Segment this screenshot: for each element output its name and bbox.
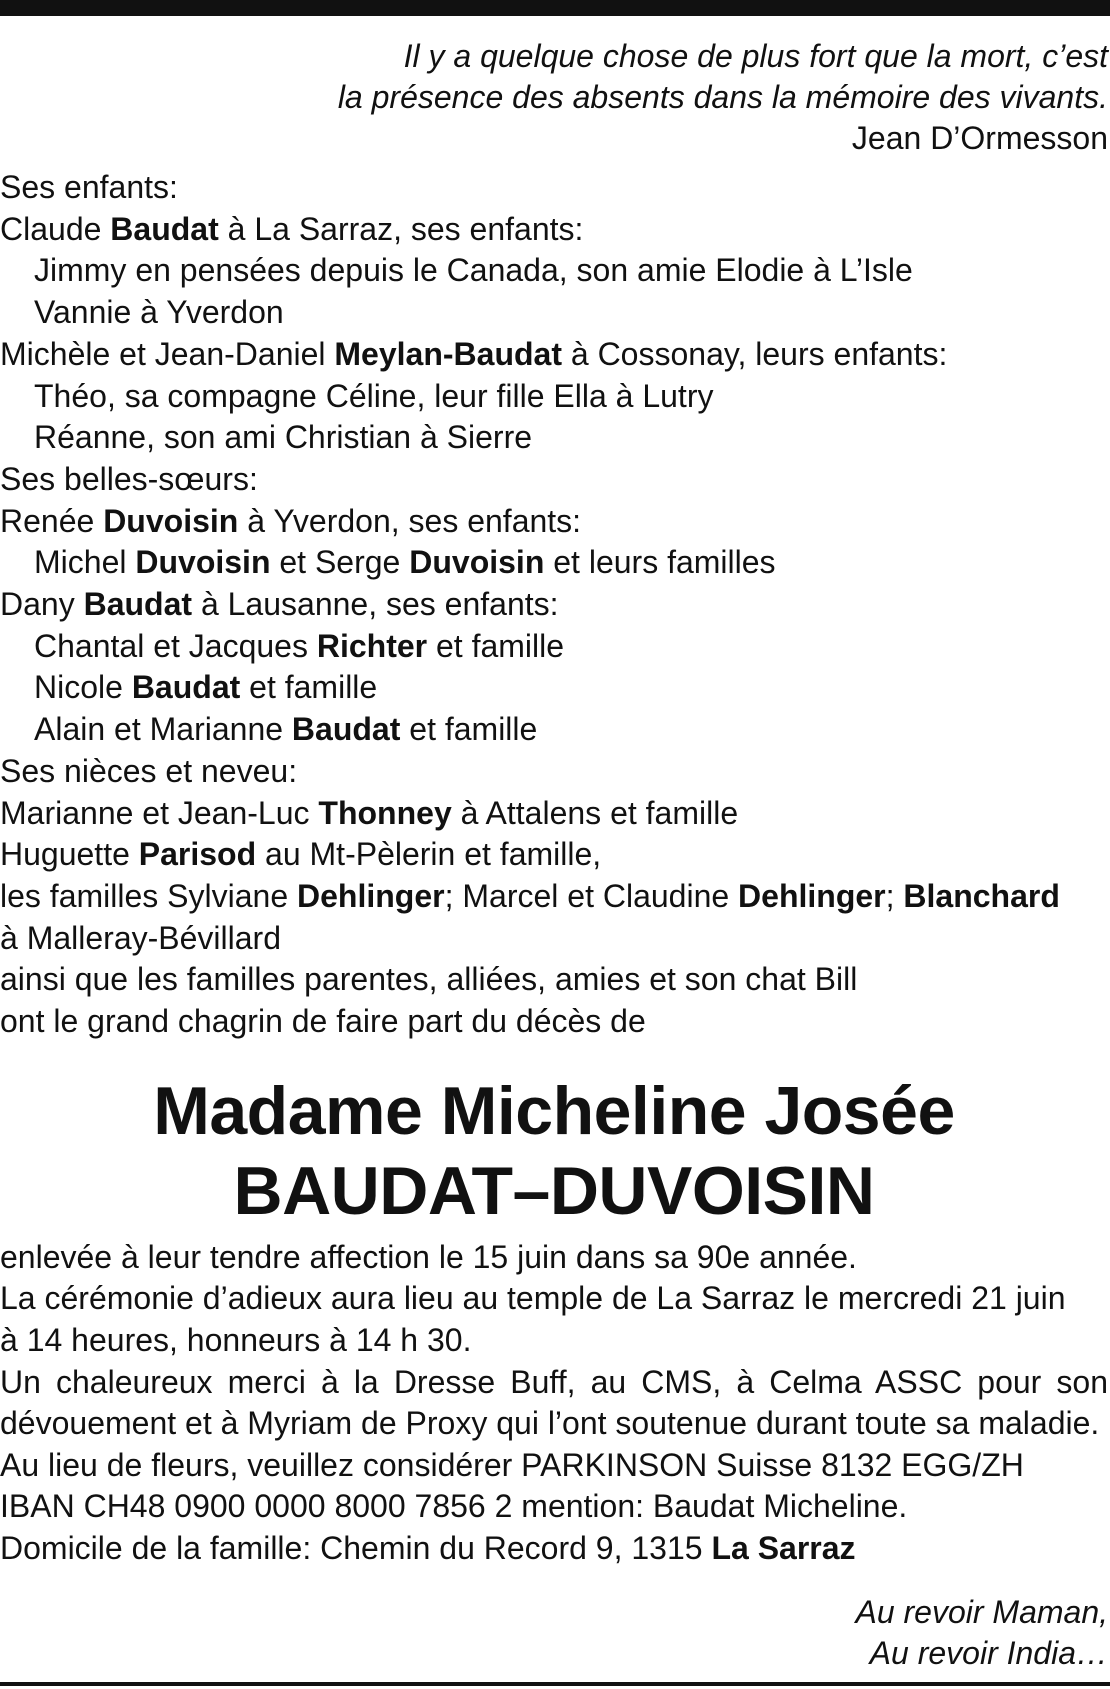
surname: Baudat	[110, 210, 219, 247]
family-line: ainsi que les familles parentes, alliées, amies et son chat Bill	[0, 961, 858, 998]
text: les familles Sylviane	[0, 877, 297, 914]
deceased-name-line-2: BAUDAT–DUVOISIN	[233, 1152, 875, 1229]
surname: Baudat	[83, 586, 193, 623]
text: Chantal et Jacques	[34, 627, 317, 664]
text: Nicole	[34, 669, 132, 706]
text: et Serge	[270, 544, 410, 581]
family-line: Réanne, son ami Christian à Sierre	[34, 419, 533, 456]
text: Huguette	[0, 836, 139, 873]
text: à Cossonay, leurs enfants:	[561, 335, 948, 372]
obituary-notice	[0, 36, 1108, 1674]
announcement-line: ont le grand chagrin de faire part du décès de	[0, 1003, 646, 1040]
surname: Parisod	[138, 836, 257, 873]
sisters-in-law-heading: Ses belles-sœurs:	[0, 460, 258, 497]
text: ;	[885, 877, 904, 914]
text: à Attalens et famille	[451, 794, 739, 831]
detail-line: à 14 heures, honneurs à 14 h 30.	[0, 1321, 472, 1358]
text: Renée	[0, 502, 104, 539]
text: Claude	[0, 210, 111, 247]
bottom-border-rule	[0, 1682, 1110, 1686]
surname: Duvoisin	[409, 544, 545, 581]
surname: Duvoisin	[103, 502, 239, 539]
text: et famille	[400, 711, 538, 748]
surname: Blanchard	[903, 877, 1060, 914]
epigraph-quote	[0, 36, 1108, 159]
family-line: Théo, sa compagne Céline, leur fille Ella à Lutry	[34, 377, 714, 414]
quote-author: Jean D’Ormesson	[851, 120, 1108, 156]
family-line	[0, 501, 1108, 543]
farewell-line-2: Au revoir India…	[869, 1634, 1108, 1671]
surname: Baudat	[131, 669, 241, 706]
closing-farewell	[0, 1592, 1108, 1674]
text: Dany	[0, 586, 84, 623]
surname: Duvoisin	[135, 544, 271, 581]
quote-line-1: Il y a quelque chose de plus fort que la mort, c’est	[403, 38, 1108, 74]
detail-line: IBAN CH48 0900 0000 8000 7856 2 mention: Baudat Micheline.	[0, 1488, 908, 1525]
text: et famille	[427, 627, 565, 664]
family-line	[0, 209, 1108, 251]
surname: Richter	[316, 627, 428, 664]
ceremony-details	[0, 1237, 1108, 1570]
text: à Lausanne, ses enfants:	[192, 586, 559, 623]
family-line	[0, 834, 1108, 876]
surname: Thonney	[318, 794, 452, 831]
text: ; Marcel et Claudine	[444, 877, 739, 914]
text: Michel	[34, 544, 136, 581]
family-line: à Malleray-Bévillard	[0, 919, 281, 956]
text: à Yverdon, ses enfants:	[238, 502, 582, 539]
family-line	[0, 793, 1108, 835]
top-border-rule	[0, 0, 1110, 16]
deceased-name-line-1: Madame Micheline Josée	[153, 1072, 955, 1149]
family-line: Jimmy en pensées depuis le Canada, son amie Elodie à L’Isle	[34, 252, 913, 289]
farewell-line-1: Au revoir Maman,	[855, 1593, 1108, 1630]
surname: Baudat	[291, 711, 401, 748]
family-line	[0, 334, 1108, 376]
text: Marianne et Jean-Luc	[0, 794, 319, 831]
children-heading: Ses enfants:	[0, 169, 178, 205]
text: au Mt-Pèlerin et famille,	[256, 836, 602, 873]
nieces-heading: Ses nièces et neveu:	[0, 752, 298, 789]
detail-line: Au lieu de fleurs, veuillez considérer PARKINSON Suisse 8132 EGG/ZH	[0, 1446, 1024, 1483]
family-line	[0, 667, 1108, 709]
text: à La Sarraz, ses enfants:	[218, 210, 584, 247]
surname: Dehlinger	[738, 877, 886, 914]
family-line	[0, 626, 1108, 668]
text: Michèle et Jean-Daniel	[0, 335, 335, 372]
thanks-paragraph: Un chaleureux merci à la Dresse Buff, au CMS, à Celma ASSC pour son dévouement et à Myriam de Proxy qui l’ont soutenue durant toute sa maladie.	[0, 1363, 1108, 1442]
text: et leurs familles	[544, 544, 776, 581]
surname: Dehlinger	[297, 877, 445, 914]
family-line	[0, 876, 1108, 918]
family-line: Vannie à Yverdon	[34, 294, 284, 331]
text: et famille	[240, 669, 378, 706]
deceased-name	[0, 1071, 1108, 1231]
family-line	[0, 542, 1108, 584]
detail-line: enlevée à leur tendre affection le 15 juin dans sa 90e année.	[0, 1238, 857, 1275]
text: Domicile de la famille: Chemin du Record 9, 1315	[0, 1529, 712, 1566]
family-list	[0, 167, 1108, 1043]
town: La Sarraz	[711, 1529, 856, 1566]
text: Alain et Marianne	[34, 711, 292, 748]
family-address	[0, 1528, 1108, 1570]
quote-line-2: la présence des absents dans la mémoire des vivants.	[337, 79, 1108, 115]
family-line	[0, 584, 1108, 626]
detail-line: La cérémonie d’adieux aura lieu au temple de La Sarraz le mercredi 21 juin	[0, 1280, 1066, 1317]
surname: Meylan-Baudat	[334, 335, 562, 372]
family-line	[0, 709, 1108, 751]
